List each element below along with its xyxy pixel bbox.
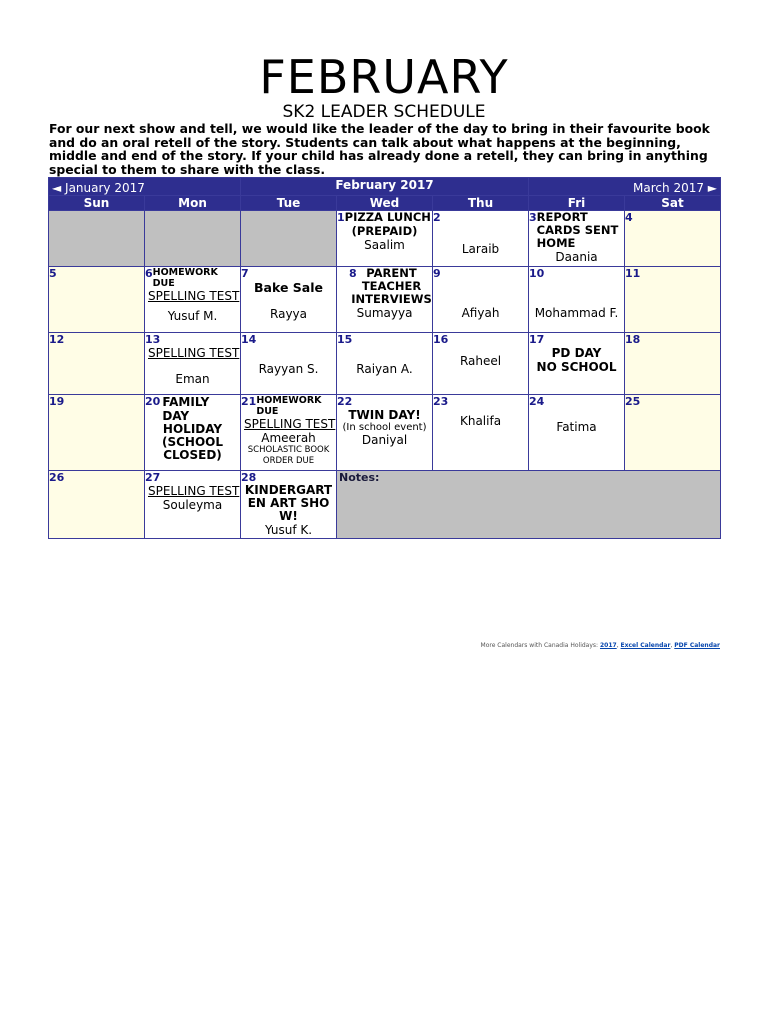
day-cell-14 — [241, 333, 337, 395]
leader-name: Khalifa — [459, 414, 502, 428]
day-cell-28 — [241, 471, 337, 539]
event-no-school: NO SCHOOL — [536, 360, 617, 374]
day-number: 5 — [49, 267, 57, 280]
day-number: 10 — [529, 267, 545, 280]
leader-name: Sumayya — [356, 306, 413, 320]
week-row — [49, 333, 721, 395]
day-cell-5 — [49, 267, 145, 333]
dow-thu: Thu — [433, 196, 529, 211]
footer-link-2017[interactable]: 2017 — [599, 642, 617, 649]
day-number: 11 — [625, 267, 641, 280]
week-row — [49, 395, 721, 471]
footer-text: More Calendars with Canadia Holidays: — [480, 642, 599, 649]
calendar-header — [49, 178, 721, 196]
week-row — [49, 471, 721, 539]
day-cell-15 — [337, 333, 433, 395]
leader-name: Ameerah — [261, 431, 316, 445]
event-pd-day: PD DAY — [551, 346, 602, 360]
day-cell-6 — [145, 267, 241, 333]
day-number: 1 — [337, 211, 345, 224]
day-cell-3 — [529, 211, 625, 267]
day-number: 8 — [349, 267, 357, 280]
dow-fri: Fri — [529, 196, 625, 211]
day-number: 4 — [625, 211, 633, 224]
day-cell-2 — [433, 211, 529, 267]
page-subtitle: SK2 LEADER SCHEDULE — [282, 102, 486, 122]
leader-name: Raiyan A. — [356, 362, 413, 376]
day-number: 17 — [529, 333, 545, 346]
leader-name: Fatima — [556, 420, 597, 434]
day-number: 3 — [529, 211, 537, 224]
day-cell-11 — [625, 267, 721, 333]
page-title: FEBRUARY — [259, 50, 509, 104]
leader-name: Raheel — [459, 354, 502, 368]
footer-separator: , — [670, 642, 673, 649]
day-number: 16 — [433, 333, 449, 346]
leader-name: Mohammad F. — [534, 306, 619, 320]
month-title: February 2017 — [241, 178, 529, 196]
event-report-cards: REPORT CARDS SENT HOME — [536, 210, 619, 250]
dow-mon: Mon — [145, 196, 241, 211]
leader-name: Rayya — [270, 307, 307, 321]
day-number: 20 — [145, 395, 161, 408]
event-spelling-test: SPELLING TEST — [148, 484, 240, 498]
day-cell-21 — [241, 395, 337, 471]
event-pizza-lunch: PIZZA LUNCH — [344, 210, 431, 224]
day-number: 22 — [337, 395, 353, 408]
day-number: 18 — [625, 333, 641, 346]
event-spelling-test: SPELLING TEST — [244, 417, 336, 431]
footer-link-excel[interactable]: Excel Calendar — [620, 642, 671, 649]
day-cell-19 — [49, 395, 145, 471]
day-cell-17 — [529, 333, 625, 395]
empty-day-cell — [145, 211, 241, 267]
leader-name: Daniyal — [361, 433, 408, 447]
event-homework-due: HOMEWORK DUE — [152, 267, 218, 289]
leader-name: Yusuf M. — [167, 309, 218, 323]
leader-name: Laraib — [461, 242, 500, 256]
leader-name: Daania — [555, 250, 598, 264]
day-cell-7 — [241, 267, 337, 333]
footer-link-pdf[interactable]: PDF Calendar — [674, 642, 720, 649]
dow-wed: Wed — [337, 196, 433, 211]
day-number: 27 — [145, 471, 161, 484]
day-number: 12 — [49, 333, 65, 346]
day-cell-25 — [625, 395, 721, 471]
leader-name: Yusuf K. — [264, 523, 313, 537]
dow-sat: Sat — [625, 196, 721, 211]
day-number: 21 — [241, 395, 257, 408]
notes-cell — [337, 471, 721, 539]
event-family-day: FAMILY DAY — [162, 395, 210, 423]
day-cell-23 — [433, 395, 529, 471]
next-month-link[interactable]: March 2017 ► — [529, 178, 721, 196]
leader-name: Rayyan S. — [258, 362, 319, 376]
day-number: 24 — [529, 395, 545, 408]
day-number: 14 — [241, 333, 257, 346]
day-cell-26 — [49, 471, 145, 539]
day-number: 9 — [433, 267, 441, 280]
week-row — [49, 211, 721, 267]
day-number: 13 — [145, 333, 161, 346]
leader-name: Eman — [175, 372, 210, 386]
day-cell-1 — [337, 211, 433, 267]
day-cell-10 — [529, 267, 625, 333]
day-cell-20 — [145, 395, 241, 471]
event-parent-teacher: PARENT TEACHER INTERVIEWS — [351, 266, 432, 306]
calendar-table — [48, 177, 721, 539]
dow-sun: Sun — [49, 196, 145, 211]
event-holiday: HOLIDAY (SCHOOL CLOSED) — [161, 422, 224, 462]
event-twin-day: TWIN DAY! — [348, 408, 421, 422]
event-prepaid: (PREPAID) — [351, 224, 418, 238]
leader-name: Souleyma — [162, 498, 223, 512]
day-cell-13 — [145, 333, 241, 395]
day-cell-16 — [433, 333, 529, 395]
day-cell-4 — [625, 211, 721, 267]
day-cell-27 — [145, 471, 241, 539]
dow-tue: Tue — [241, 196, 337, 211]
days-of-week-row — [49, 196, 721, 211]
day-number: 15 — [337, 333, 353, 346]
day-number: 6 — [145, 267, 153, 280]
day-number: 25 — [625, 395, 641, 408]
day-number: 26 — [49, 471, 65, 484]
event-book-order: SCHOLASTIC BOOK ORDER DUE — [247, 445, 330, 466]
footer-links — [460, 642, 720, 649]
event-spelling-test: SPELLING TEST — [148, 346, 240, 360]
event-spelling-test: SPELLING TEST — [148, 289, 240, 303]
day-number: 19 — [49, 395, 65, 408]
day-cell-24 — [529, 395, 625, 471]
event-art-show: KINDERGARTEN ART SHOW! — [244, 483, 333, 523]
day-cell-9 — [433, 267, 529, 333]
day-number: 2 — [433, 211, 441, 224]
day-cell-22 — [337, 395, 433, 471]
week-row — [49, 267, 721, 333]
intro-paragraph: For our next show and tell, we would like the leader of the day to bring in their favourite book and do an oral retell of the story. Students can talk about what happens at the beginning, middle and end of the story. If your child has already done a retell, they can bring in anything special to them to share with the class. — [49, 121, 710, 177]
prev-month-link[interactable]: ◄ January 2017 — [49, 178, 241, 196]
event-bake-sale: Bake Sale — [254, 280, 323, 295]
leader-name: Afiyah — [461, 306, 500, 320]
event-homework-due: HOMEWORK DUE — [256, 395, 322, 417]
day-number: 7 — [241, 267, 249, 280]
leader-name: Saalim — [364, 238, 405, 252]
day-number: 28 — [241, 471, 257, 484]
day-cell-12 — [49, 333, 145, 395]
empty-day-cell — [241, 211, 337, 267]
empty-day-cell — [49, 211, 145, 267]
day-number: 23 — [433, 395, 449, 408]
day-cell-8 — [337, 267, 433, 333]
notes-label: Notes: — [339, 471, 380, 484]
footer-separator: , — [616, 642, 619, 649]
event-in-school: (In school event) — [342, 422, 427, 433]
day-cell-18 — [625, 333, 721, 395]
